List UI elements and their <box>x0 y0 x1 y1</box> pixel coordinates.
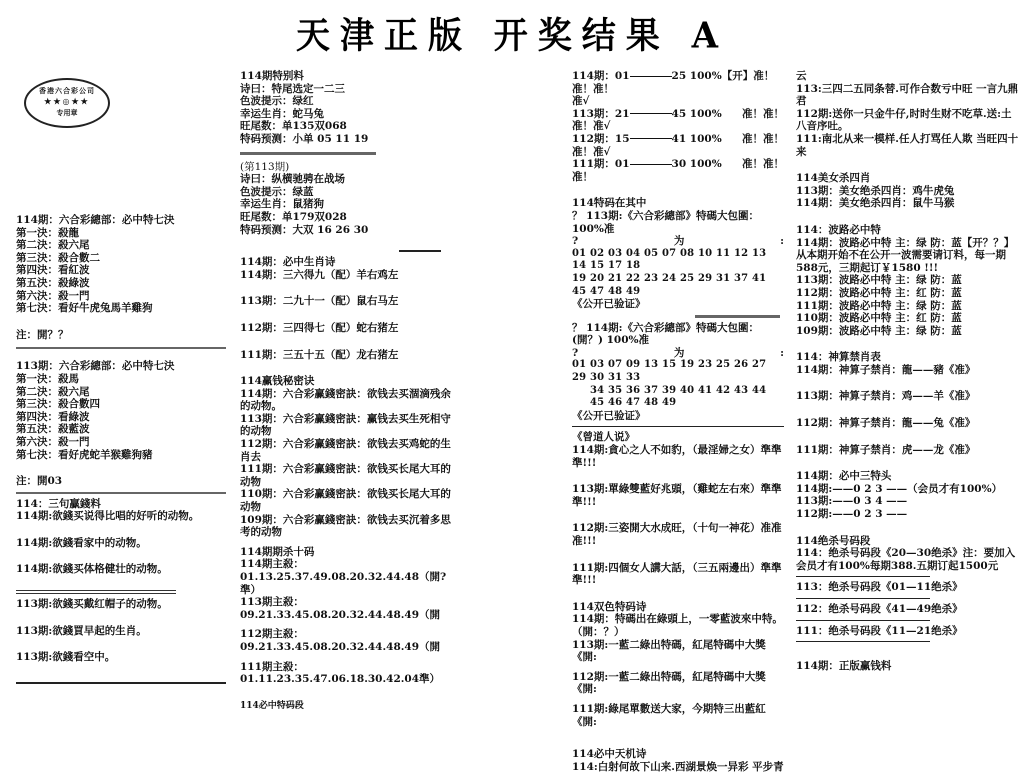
note: 注：開03 <box>16 475 63 488</box>
block-header: 114美女杀四肖 <box>796 172 871 185</box>
list-item: 色波提示：绿红 <box>240 95 314 108</box>
block-header: 114：三句贏錢料 <box>16 497 101 510</box>
number-list: 19 20 21 22 23 24 25 29 31 37 41 45 47 48 49 <box>572 272 767 297</box>
forbid-block <box>796 351 1020 456</box>
divider <box>796 620 930 621</box>
list-item: 第四決：看綠波 <box>16 410 90 423</box>
block-header: 114期：必中三特头 <box>796 470 892 483</box>
heads-block <box>796 470 1020 520</box>
proverbs-block <box>572 431 784 586</box>
ranges-block <box>572 70 784 183</box>
list-item: 旺尾数：单179双028 <box>240 210 347 223</box>
wave-block <box>796 224 1020 337</box>
block-header: (第113期) <box>240 160 290 173</box>
block-header: 114期：六合彩總部：必中特七決 <box>16 214 175 226</box>
list-item: 114期:欲錢买体格健壮的动物。 <box>16 563 168 576</box>
column-3 <box>572 70 784 773</box>
continued-block <box>796 70 1020 158</box>
list-item: 112期主殺：09.21.33.45.08.20.32.44.48.49（開 <box>240 628 441 653</box>
number-list: 34 35 36 37 39 40 41 42 43 44 45 46 47 48 49 <box>590 384 767 409</box>
block-header: 113期：六合彩總部：必中特七決 <box>16 360 175 373</box>
list-item: 112期：三四得七（配）蛇右猪左 <box>240 321 399 334</box>
riddles-block <box>16 498 226 684</box>
column-2 <box>240 70 452 712</box>
block-header: 114双色特码诗 <box>572 600 647 613</box>
list-item: 114期：三六得九（配）羊右鸡左 <box>240 268 399 281</box>
list-item: 第五決：殺綠波 <box>16 276 90 289</box>
list-item: 114期主殺：01.13.25.37.49.08.20.32.44.48（開?準） <box>240 558 447 596</box>
list-item: 111:南北从来一模样.任人打骂任人欺 当旺四十来 <box>796 132 1019 158</box>
list-item: 113期：美女绝杀四肖：鸡牛虎兔 <box>796 184 955 197</box>
divider <box>16 682 226 684</box>
block-header: 114：波路必中特 <box>796 223 881 236</box>
list-item: 110期：波路必中特 主：红 防：蓝 <box>796 312 962 325</box>
list-item: 112期：神算子禁肖：龍——兔《准》 <box>796 417 976 430</box>
list-item: 113期主殺：09.21.33.45.08.20.32.44.48.49（開 <box>240 596 441 621</box>
range-row: 114期：01 25 100%【开】准！准！准！ 准√ <box>572 70 775 108</box>
column-1 <box>16 214 226 688</box>
divider <box>796 598 930 599</box>
list-item: 112：绝杀号码段《41—49绝杀》 <box>796 603 963 615</box>
list-item: 114期：神算子禁肖：龍——豬《准》 <box>796 363 976 376</box>
section-footer: 114期：正版赢钱料 <box>796 660 892 673</box>
list-item: 第四決：看紅波 <box>16 264 90 277</box>
list-item: 112期：波路必中特 主：红 防：蓝 <box>796 286 962 299</box>
list-item: 幸运生肖：鼠猪狗 <box>240 198 324 211</box>
list-item: 109期：波路必中特 主：绿 防：蓝 <box>796 324 962 337</box>
list-item: 第三決：殺合數四 <box>16 398 100 411</box>
list-item: 111期：波路必中特 主：绿 防：蓝 <box>796 299 962 312</box>
divider <box>796 641 930 642</box>
list-item: 114期：波路必中特 主：绿 防：蓝【开？？】 <box>796 236 1015 249</box>
list-item: 113期：二九十一（配）鼠右马左 <box>240 295 399 308</box>
block-header: 114期期杀十码 <box>240 545 315 558</box>
divider <box>399 250 441 252</box>
list-item: 113:三四二五同条替.可作合数亏中旺 一言九鼎君 <box>796 82 1019 108</box>
divider <box>796 576 930 577</box>
column-4 <box>796 70 1020 673</box>
seal-bottom-text: 专用章 <box>56 108 78 117</box>
list-item: 113：绝杀号码段《01—11绝杀》 <box>796 581 963 594</box>
note: 注：開？？ <box>16 328 69 341</box>
range-row: 111期：01 30 100% 准！准！ 准！ <box>572 158 784 183</box>
list-item: 111期:四個女人講大話，（三五兩邊出）準準準!!! <box>572 561 782 587</box>
list-item: 111期：六合彩赢錢密訣：欲钱买长尾大耳的动物 <box>240 463 451 488</box>
list-item: 第六決：殺一門 <box>16 435 90 448</box>
seal-top-text: 香港六合彩公司 <box>39 86 95 95</box>
list-item: 诗曰：纵横驰骋在战场 <box>240 173 345 186</box>
list-item: 113期：神算子禁肖：鸡——羊《准》 <box>796 390 976 403</box>
list-item: 113期:——0 3 4 —— <box>796 495 908 508</box>
list-item: 112期：六合彩赢錢密訣：欲钱去买鸡蛇的生肖去 <box>240 438 451 463</box>
kill-ten-block <box>240 546 452 686</box>
list-item: 特码预测：小单 05 11 19 <box>240 132 369 145</box>
list-item: 114期:——0 2 3 ——（会员才有100%） <box>796 482 1003 495</box>
list-item: 112期:——0 2 3 —— <box>796 508 908 521</box>
list-item: 114期：特碼出在綠頭上，一零藍波來中特。（開：？） <box>572 613 783 638</box>
heaven-block <box>572 748 784 773</box>
list-item: 114期:貪心之人不如豹，（最淫婦之女）準準準!!! <box>572 444 782 469</box>
list-item: 113期:欲錢買早起的生肖。 <box>16 624 147 637</box>
list-item: 110期：六合彩赢錢密訣：欲钱买长尾大耳的动物 <box>240 488 451 514</box>
list-item: 113期:單綠雙藍好兆頭，（雞蛇左右來）準準準!!! <box>572 483 782 508</box>
divider <box>572 426 784 427</box>
beauty-block <box>796 172 1020 210</box>
block-header: 114：神算禁肖表 <box>796 351 881 364</box>
list-item: 色波提示：绿蓝 <box>240 185 314 198</box>
list-item: 第一決：殺馬 <box>16 372 79 385</box>
verified-label: 《公开已验证》 <box>572 409 646 422</box>
list-item: 113期:欲錢看空中。 <box>16 651 116 664</box>
list-item: 113期：六合彩赢錢密訣：赢钱去买生死相守的动物 <box>240 412 451 438</box>
list-item: 云 <box>796 70 807 82</box>
list-item: 113期:欲錢买戴红帽子的动物。 <box>16 598 168 611</box>
list-item: 114：绝杀号码段《20—30绝杀》注：要加入会员才有100%每期388.五期订起1500元 <box>796 547 1016 572</box>
list-item: 诗曰：特尾选定一二三 <box>240 82 345 95</box>
company-seal <box>24 78 110 128</box>
list-item: 特码预测：大双 16 26 30 <box>240 223 369 236</box>
block-title: ？ 114期:《六合彩總部》特碼大包圍：(開？) 100%准 <box>572 321 759 347</box>
list-item: 第二決：殺六尾 <box>16 385 90 398</box>
list-item: 第五決：殺藍波 <box>16 423 90 436</box>
seal-stars-icon: ★★◎★★ <box>44 96 90 106</box>
special-block <box>240 70 452 146</box>
list-item: 旺尾数：单135双068 <box>240 120 347 133</box>
section-footer: 114必中特码段 <box>240 700 304 711</box>
secret-block <box>240 375 452 539</box>
list-item: 111期:綠尾單數送大家，今期特三出藍紅《開: <box>572 702 766 728</box>
verified-label: 《公开已验证》 <box>572 298 646 311</box>
color-poem-block <box>572 601 784 728</box>
poem-block <box>240 256 452 361</box>
block-header: 114期特别料 <box>240 70 304 82</box>
block-title: ？ 113期:《六合彩總部》特碼大包圍：100%准 <box>572 209 759 235</box>
divider <box>240 152 376 155</box>
divider <box>16 492 226 494</box>
divider <box>16 590 176 594</box>
number-list: 01 02 03 04 05 07 08 10 11 12 13 14 15 17 18 <box>572 247 767 272</box>
block-113-seven <box>16 360 226 487</box>
block-header: 114绝杀号码段 <box>796 534 871 547</box>
kill-range-block <box>796 535 1020 643</box>
list-item: 111：绝杀号码段《11—21绝杀》 <box>796 624 963 637</box>
divider <box>695 315 780 318</box>
notice: 从本期开始不在公开一波需要请订料，每一期588元，三期起订￥1580 !!! <box>796 249 1006 274</box>
list-item: 第一決：殺龍 <box>16 226 79 239</box>
list-item: 幸运生肖：蛇马兔 <box>240 107 324 120</box>
block-header: 114期：必中生肖诗 <box>240 256 336 269</box>
list-item: 第三決：殺合數二 <box>16 251 100 264</box>
range-row: 113期：21 45 100% 准！准！ 准！准√ <box>572 107 784 133</box>
list-item: 114期：六合彩赢錢密訣：欲钱去买涸滴残余的动物。 <box>240 387 451 413</box>
list-item: 113期：波路必中特 主：绿 防：蓝 <box>796 274 962 287</box>
divider <box>16 347 226 349</box>
list-item: 114期:欲錢买说得比唱的好听的动物。 <box>16 510 200 523</box>
list-item: 111期：神算子禁肖：虎——龙《准》 <box>796 443 976 456</box>
block-header: 《曾道人说》 <box>572 431 635 444</box>
block-header: 114必中天机诗 <box>572 748 647 761</box>
list-item: 第七決：看好牛虎兔馬羊雞狗 <box>16 302 153 315</box>
list-item: 113期:一藍二綠出特碼，紅尾特碼中大獎《開: <box>572 638 766 664</box>
inside-block: 114特码在其中 ？ 113期:《六合彩總部》特碼大包圍：100%准 ? 为 : 01 02 03 04 05 07 08 10 11 12 13 14 15 17 18 19 20 21 22 23 24 25 29 31 37 41 45 47 48 49 《公开已验证》 ？ 114期:《六合彩總部》特碼大包圍：(開？) 100%准 ? 为 : 01 03 07 09 13 15 19 23 25 26 27 29 30 31 33 34 35 36 37 39 40 41 42 43 44 45 46 47 48 49 《公开已验证》 <box>572 197 784 422</box>
list-item: 114期:欲錢看家中的动物。 <box>16 536 147 549</box>
list-item: 112期:三姿開大水成旺，（十句一神花）准准准!!! <box>572 522 782 547</box>
list-item: 第六決：殺一門 <box>16 289 90 302</box>
list-item: 第二決：殺六尾 <box>16 239 90 252</box>
number-list: 01 03 07 09 13 15 19 23 25 26 27 29 30 31 33 <box>572 359 767 384</box>
list-item: 111期：三五十五（配）龙右猪左 <box>240 348 399 361</box>
page-title: 天津正版 开奖结果 A <box>295 15 729 58</box>
prev-113-block <box>240 161 452 237</box>
list-item: 111期主殺：01.11.23.35.47.06.18.30.42.04準） <box>240 660 441 686</box>
list-item: 114:白射何故下山来.西湖景焕一异彩 平步青 <box>572 760 784 773</box>
list-item: 112期:一藍二綠出特碼，紅尾特碼中大獎《開: <box>572 670 766 696</box>
block-header: 114特码在其中 <box>572 197 647 210</box>
list-item: 第七決：看好虎蛇羊猴雞狗豬 <box>16 448 153 461</box>
list-item: 114期：美女绝杀四肖：鼠牛马猴 <box>796 197 955 210</box>
block-114-seven <box>16 214 226 341</box>
list-item: 112期:送你一只金牛仔,时时生财不吃草.送:土八音序吐。 <box>796 107 1012 133</box>
list-item: 109期：六合彩赢錢密訣：欲钱去买沉着多思考的动物 <box>240 513 451 539</box>
block-header: 114赢钱秘密诀 <box>240 375 315 388</box>
range-row: 112期：15 41 100% 准！准！ 准！准√ <box>572 132 784 158</box>
